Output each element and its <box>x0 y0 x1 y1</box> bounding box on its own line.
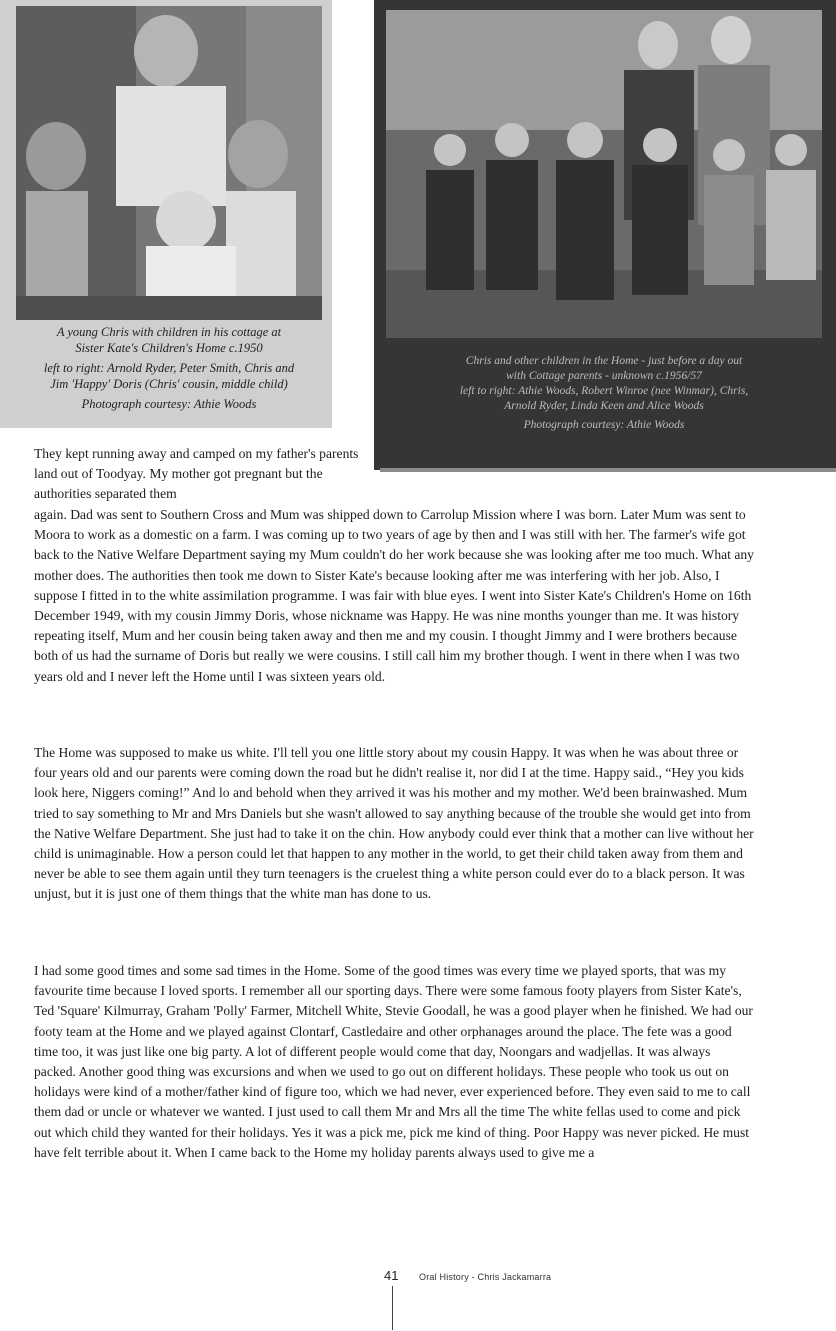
photo-edge-divider <box>380 468 836 472</box>
running-title: Oral History - Chris Jackamarra <box>419 1272 552 1282</box>
photo-credit: Photograph courtesy: Athie Woods <box>81 397 257 411</box>
caption-names: left to right: Athie Woods, Robert Winroe (nee Winmar), Chris, <box>459 385 749 397</box>
paragraph-good-times: I had some good times and some sad times in the Home. Some of the good times was every time we played sports, that was my favourite time because I loved sports. I remember all our sporting days. There were some famous footy players from Sister Kate's, Ted 'Square' Kilmurray, Graham 'Polly' Farmer, Mitchell White, Stevie Goodall, he was a good player when he finished. We had our footy team at the Home and we played against Clontarf, Castledaire and other orphanages around the place. The fete was a good time too, it was just like one big party. A lot of different people would come that day, Noongars and wadjellas. It was always packed. Another good thing was excursions and when we used to go out on different holidays. These people who took us out on holidays were kind of a mother/father kind of figure too, which we had never, ever experienced before. They even said to me to call them dad or uncle or whatever we wanted. I just used to call them Mr and Mrs all the time The white fellas used to come and pick out which child they wanted for their holidays. Yes it was a pick me, pick me kind of thing. Poor Happy was never picked. He must have felt terrible about it. When I came back to the Home my holiday parents always used to give me a <box>34 963 753 1160</box>
left-photo-panel <box>0 0 332 428</box>
caption-names: left to right: Arnold Ryder, Peter Smith, Chris and <box>43 361 295 375</box>
caption-names: Jim 'Happy' Doris (Chris' cousin, middle child) <box>50 377 288 391</box>
paragraph-sister-kates: again. Dad was sent to Southern Cross and Mum was shipped down to Carrolup Mission where I was born. Later Mum was sent to Moora to work as a domestic on a farm. I was coming up to two years of age by then and I was still with her. The farmer's wife got back to the Native Welfare Department saying my Mum couldn't do her work because she was looking after me too much. What any mother does. The authorities then took me down to Sister Kate's because looking after me was interfering with her job. Also, I suppose I fitted in to the white assimilation programme. I was fair with blue eyes. I went into Sister Kate's Children's Home on 16th December 1949, with my cousin Jimmy Doris, whose nickname was Happy. He was nine months younger than me. It was history repeating itself, Mum and her cousin being taken away and then me and my cousin. I thought Jimmy and I were brothers because both of us had the surname of Doris but really we were cousins. I still call him my brother though. I went in there when I was two years old and I never left the Home until I was sixteen years old. <box>34 507 754 684</box>
right-photo-caption <box>392 354 816 433</box>
caption-line: A young Chris with children in his cottage at <box>56 325 282 339</box>
caption-line: Chris and other children in the Home - just before a day out <box>465 355 743 367</box>
caption-names: Arnold Ryder, Linda Keen and Alice Woods <box>504 400 704 412</box>
footer-divider <box>392 1286 393 1330</box>
photo-credit: Photograph courtesy: Athie Woods <box>523 419 685 431</box>
right-photo-panel <box>374 0 836 470</box>
intro-paragraph: They kept running away and camped on my father's parents land out of Toodyay. My mother got pregnant but the authorities separated them <box>34 446 359 502</box>
paragraph-brainwashed: The Home was supposed to make us white. I'll tell you one little story about my cousin Happy. It was when he was about three or four years old and our parents were coming down the road but he didn't realise it, nor did I at the time. Happy said., “Hey you kids look here, Niggers coming!” And lo and behold when they arrived it was his mother and my mother. We'd been brainwashed. Mum tried to say something to Mr and Mrs Daniels but she wasn't allowed to say anything because of the trouble she would get into from the Native Welfare Department. She just had to take it on the chin. How anybody could ever think that a mother can live without her child is unimaginable. How a person could let that happen to any mother in the world, to get their child taken away from them and never be able to see them again until they turn teenagers is the cruelest thing a white person could ever do to a black person. It was unjust, but it is just one of them things that the white man has done to us. <box>34 745 754 902</box>
caption-line: with Cottage parents - unknown c.1956/57 <box>506 370 702 382</box>
page-number: 41 <box>384 1268 399 1283</box>
left-photo-caption <box>16 324 322 412</box>
caption-line: Sister Kate's Children's Home c.1950 <box>75 341 263 355</box>
page-footer <box>0 1266 836 1331</box>
children-cottage-photo <box>16 6 322 320</box>
group-outing-photo <box>386 10 822 338</box>
